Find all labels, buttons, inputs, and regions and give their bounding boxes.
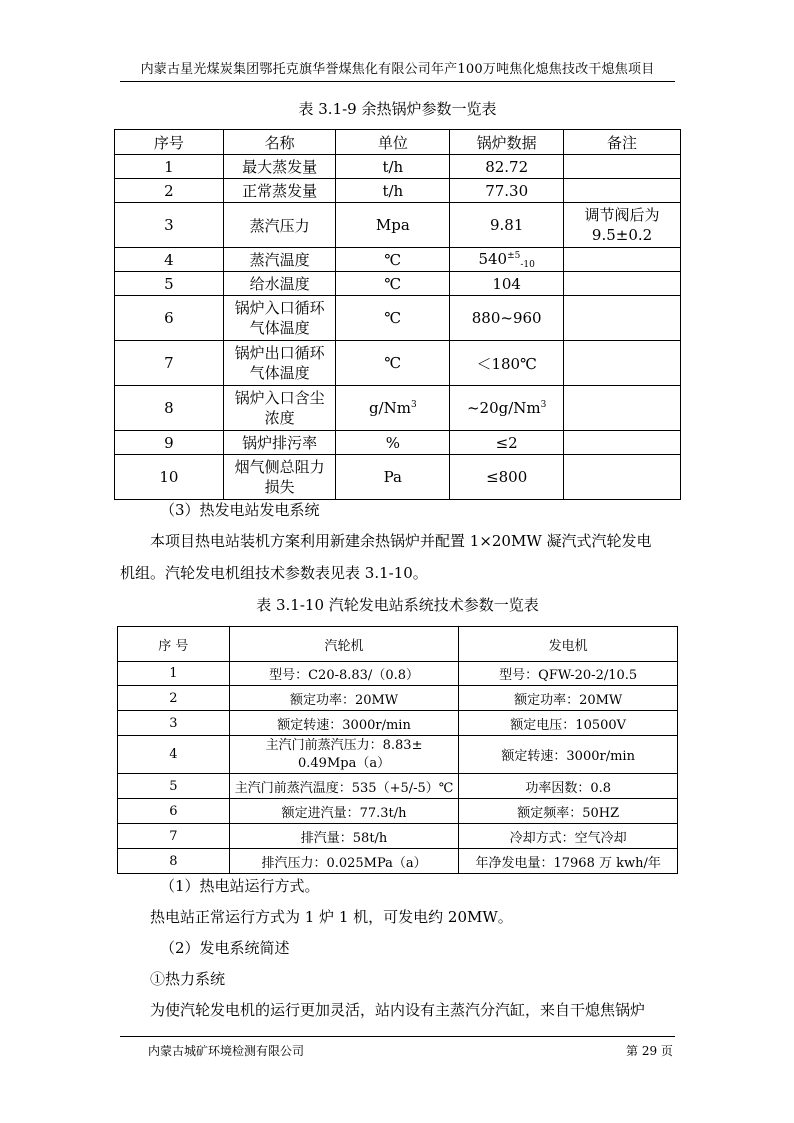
header-cell: 序 号 — [118, 627, 230, 662]
row-number: 1 — [118, 662, 230, 686]
section-heading: （2）发电系统简述 — [160, 939, 290, 957]
name-line: 锅炉出口循环 — [234, 344, 325, 362]
name-line: 浓度 — [264, 409, 295, 427]
body-paragraph: 热电站正常运行方式为 1 炉 1 机，可发电约 20MW。 — [150, 908, 513, 926]
parameter-value: ＜180℃ — [450, 341, 564, 386]
row-number: 2 — [118, 686, 230, 711]
header-divider — [120, 81, 675, 82]
generator-spec: 年净发电量：17968 万 kwh/年 — [459, 849, 678, 874]
turbine-spec: 排汽压力：0.025MPa（a） — [229, 849, 459, 874]
turbine-spec — [229, 736, 459, 774]
row-number: 7 — [118, 824, 230, 849]
table-row — [118, 774, 678, 799]
header-cell: 单位 — [336, 130, 450, 155]
parameter-unit: t/h — [336, 155, 450, 179]
page-header: 内蒙古星光煤炭集团鄂托克旗华誉煤焦化有限公司年产100万吨焦化熄焦技改干熄焦项目 — [140, 62, 655, 77]
parameter-value: 880~960 — [450, 296, 564, 341]
unit-superscript: 3 — [410, 400, 417, 410]
table-row — [118, 824, 678, 849]
table-row — [118, 736, 678, 774]
parameter-name — [223, 341, 336, 386]
header-cell: 备注 — [564, 130, 681, 155]
generator-spec: 额定频率：50HZ — [459, 799, 678, 824]
name-line: 气体温度 — [249, 319, 310, 337]
parameter-note — [564, 386, 681, 431]
parameter-name: 给水温度 — [223, 272, 336, 296]
parameter-value — [450, 386, 564, 431]
row-number: 10 — [115, 455, 224, 500]
parameter-note — [564, 272, 681, 296]
parameter-note — [564, 296, 681, 341]
table-row — [115, 296, 681, 341]
row-number: 4 — [118, 736, 230, 774]
name-line: 气体温度 — [249, 364, 310, 382]
table-row — [118, 711, 678, 736]
table-row — [118, 799, 678, 824]
parameter-note — [564, 179, 681, 203]
section-heading: （3）热发电站发电系统 — [160, 501, 320, 519]
parameter-value: ≤2 — [450, 431, 564, 455]
value-base: ~20g/Nm — [466, 399, 541, 417]
unit-base: g/Nm — [368, 399, 411, 417]
table1-caption: 表 3.1-9 余热锅炉参数一览表 — [298, 100, 497, 118]
row-number: 4 — [115, 248, 224, 272]
table-row — [115, 386, 681, 431]
generator-spec: 型号：QFW-20-2/10.5 — [459, 662, 678, 686]
body-paragraph: 机组。汽轮发电机组技术参数表见表 3.1-10。 — [120, 564, 428, 582]
parameter-name: 蒸汽温度 — [223, 248, 336, 272]
parameter-unit: t/h — [336, 179, 450, 203]
parameter-value — [450, 248, 564, 272]
parameter-note — [564, 431, 681, 455]
turbine-spec: 型号：C20-8.83/（0.8） — [229, 662, 459, 686]
parameter-unit: ℃ — [336, 272, 450, 296]
row-number: 2 — [115, 179, 224, 203]
row-number: 7 — [115, 341, 224, 386]
name-line: 锅炉入口循环 — [234, 299, 325, 317]
value-superscript: 3 — [540, 400, 547, 410]
parameter-note — [564, 455, 681, 500]
parameter-unit: % — [336, 431, 450, 455]
parameter-note — [564, 155, 681, 179]
parameter-value: 104 — [450, 272, 564, 296]
table-row — [115, 455, 681, 500]
footer-company: 内蒙古城矿环境检测有限公司 — [148, 1044, 305, 1058]
table-row — [118, 662, 678, 686]
body-paragraph: 为使汽轮发电机的运行更加灵活，站内设有主蒸汽分汽缸，来自干熄焦锅炉 — [150, 1001, 646, 1019]
table-row — [115, 155, 681, 179]
parameter-note — [564, 248, 681, 272]
generator-spec: 额定转速：3000r/min — [459, 736, 678, 774]
parameter-unit — [336, 386, 450, 431]
table-header-row — [118, 627, 678, 662]
turbine-spec: 额定功率：20MW — [229, 686, 459, 711]
name-line: 锅炉入口含尘 — [234, 389, 325, 407]
row-number: 1 — [115, 155, 224, 179]
parameter-value: ≤800 — [450, 455, 564, 500]
section-heading: ①热力系统 — [150, 970, 226, 988]
parameter-value: 77.30 — [450, 179, 564, 203]
row-number: 9 — [115, 431, 224, 455]
spec-line: 0.49Mpa（a） — [298, 755, 391, 771]
body-paragraph: 本项目热电站装机方案利用新建余热锅炉并配置 1×20MW 凝汽式汽轮发电 — [150, 532, 652, 550]
generator-spec: 功率因数：0.8 — [459, 774, 678, 799]
generator-spec: 额定电压：10500V — [459, 711, 678, 736]
value-subscript: -10 — [520, 259, 535, 270]
value-superscript: ±5 — [507, 250, 521, 261]
parameter-unit: ℃ — [336, 248, 450, 272]
header-cell: 名称 — [223, 130, 336, 155]
row-number: 5 — [115, 272, 224, 296]
parameter-name: 正常蒸发量 — [223, 179, 336, 203]
note-line: 9.5±0.2 — [591, 226, 653, 244]
boiler-parameters-table — [114, 129, 681, 500]
turbine-spec: 额定进汽量：77.3t/h — [229, 799, 459, 824]
parameter-unit: Mpa — [336, 203, 450, 248]
parameter-name: 最大蒸发量 — [223, 155, 336, 179]
page-number: 第 29 页 — [626, 1044, 673, 1058]
parameter-name: 锅炉排污率 — [223, 431, 336, 455]
parameter-value: 82.72 — [450, 155, 564, 179]
header-cell: 序号 — [115, 130, 224, 155]
table-row — [118, 849, 678, 874]
turbine-spec: 额定转速：3000r/min — [229, 711, 459, 736]
table-row — [115, 179, 681, 203]
header-cell: 汽轮机 — [229, 627, 459, 662]
turbine-spec: 排汽量：58t/h — [229, 824, 459, 849]
section-heading: （1）热电站运行方式。 — [160, 877, 320, 895]
spec-line: 主汽门前蒸汽压力：8.83± — [265, 737, 423, 753]
parameter-name — [223, 386, 336, 431]
row-number: 8 — [115, 386, 224, 431]
generator-spec: 冷却方式：空气冷却 — [459, 824, 678, 849]
generator-spec: 额定功率：20MW — [459, 686, 678, 711]
note-line: 调节阀后为 — [584, 206, 660, 224]
row-number: 6 — [118, 799, 230, 824]
parameter-unit: ℃ — [336, 341, 450, 386]
table-row — [115, 272, 681, 296]
footer-divider — [120, 1036, 675, 1037]
parameter-note — [564, 341, 681, 386]
parameter-name: 蒸汽压力 — [223, 203, 336, 248]
row-number: 6 — [115, 296, 224, 341]
turbine-spec: 主汽门前蒸汽温度：535（+5/-5）℃ — [229, 774, 459, 799]
table2-caption: 表 3.1-10 汽轮发电站系统技术参数一览表 — [256, 596, 539, 614]
value-base: 540 — [478, 249, 508, 268]
name-line: 烟气侧总阻力 — [234, 458, 325, 476]
row-number: 3 — [118, 711, 230, 736]
header-cell: 发电机 — [459, 627, 678, 662]
parameter-value: 9.81 — [450, 203, 564, 248]
name-line: 损失 — [264, 478, 295, 496]
row-number: 5 — [118, 774, 230, 799]
header-cell: 锅炉数据 — [450, 130, 564, 155]
parameter-unit: Pa — [336, 455, 450, 500]
table-row — [118, 686, 678, 711]
table-row — [115, 341, 681, 386]
row-number: 8 — [118, 849, 230, 874]
parameter-name — [223, 296, 336, 341]
parameter-unit: ℃ — [336, 296, 450, 341]
parameter-name — [223, 455, 336, 500]
row-number: 3 — [115, 203, 224, 248]
table-row — [115, 203, 681, 248]
table-header-row — [115, 130, 681, 155]
table-row — [115, 431, 681, 455]
table-row — [115, 248, 681, 272]
parameter-note — [564, 203, 681, 248]
turbine-generator-table — [117, 626, 678, 874]
